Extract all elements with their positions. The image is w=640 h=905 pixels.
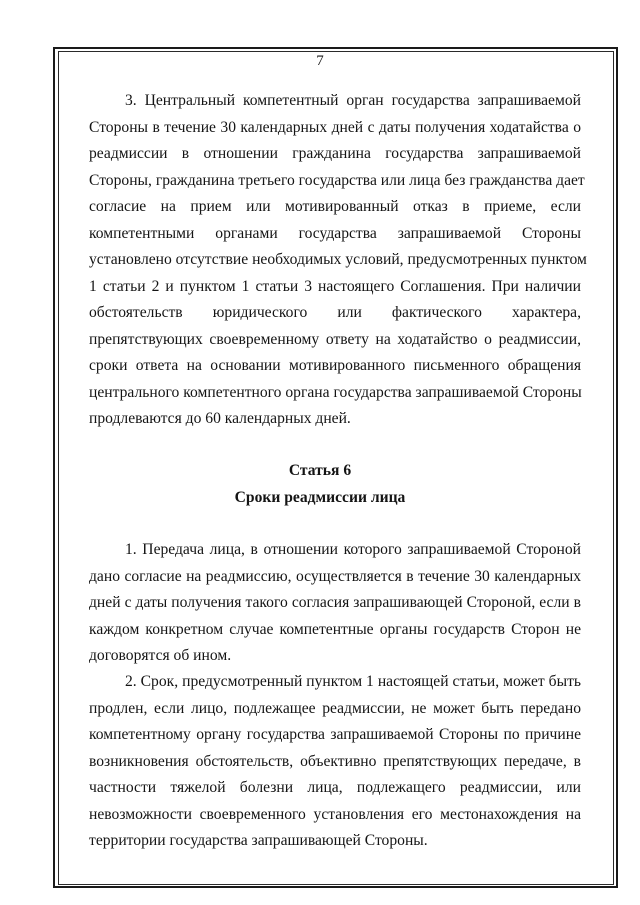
paragraph-line: компетентному органу государства запрашиваемой Стороны по причине (89, 726, 581, 743)
paragraph-line: центрального компетентного органа государства запрашиваемой Стороны (89, 383, 582, 401)
paragraph-line: реадмиссии в отношении гражданина государства запрашиваемой (89, 145, 581, 162)
paragraph-line: частности тяжелой болезни лица, подлежащего реадмиссии, или (89, 779, 581, 796)
paragraph-2 (89, 669, 581, 855)
paragraph-line: возникновения обстоятельств, объективно препятствующих передаче, в (89, 752, 581, 770)
paragraph-line: сроки ответа на основании мотивированного письменного обращения (89, 357, 581, 374)
paragraph-line: согласие на прием или мотивированный отказ в приеме, если (89, 198, 581, 215)
paragraph-line: территории государства запрашивающей Стороны. (89, 832, 428, 849)
paragraph-1 (89, 537, 581, 670)
paragraph-line: дней с даты получения такого согласия запрашивающей Стороной, если в (89, 594, 581, 611)
paragraph-line: 2. Срок, предусмотренный пунктом 1 настоящей статьи, может быть (125, 673, 581, 690)
paragraph-line: продлеваются до 60 календарных дней. (89, 410, 351, 427)
article-number: Статья 6 (288, 462, 352, 479)
paragraph-line: договорятся об ином. (89, 647, 232, 664)
page-number: 7 (316, 53, 324, 69)
paragraph-line: 3. Центральный компетентный орган государства запрашиваемой (125, 92, 581, 109)
paragraph-line: Стороны, гражданина третьего государства или лица без гражданства дает (89, 171, 585, 189)
paragraph-line: 1. Передача лица, в отношении которого запрашиваемой Стороной (125, 541, 581, 558)
paragraph-line: установлено отсутствие необходимых условий, предусмотренных пунктом (89, 251, 587, 268)
paragraph-line: дано согласие на реадмиссию, осуществляется в течение 30 календарных (89, 567, 581, 585)
paragraph-line: Стороны в течение 30 календарных дней с даты получения ходатайства о (89, 118, 581, 136)
article-title: Сроки реадмиссии лица (234, 489, 406, 506)
paragraph-line: компетентными органами государства запрашиваемой Стороны (89, 224, 581, 242)
paragraph-line: невозможности своевременного установления его местонахождения на (89, 805, 581, 823)
paragraph-line: продлен, если лицо, подлежащее реадмиссии, не может быть передано (89, 699, 581, 717)
paragraph-line: обстоятельств юридического или фактического характера, (89, 304, 581, 321)
paragraph-line: каждом конкретном случае компетентные органы государств Сторон не (89, 620, 581, 638)
paragraph-line: препятствующих своевременному ответу на ходатайство о реадмиссии, (89, 330, 581, 348)
paragraph-3 (89, 88, 587, 433)
paragraph-line: 1 статьи 2 и пунктом 1 статьи 3 настоящего Соглашения. При наличии (89, 277, 581, 295)
